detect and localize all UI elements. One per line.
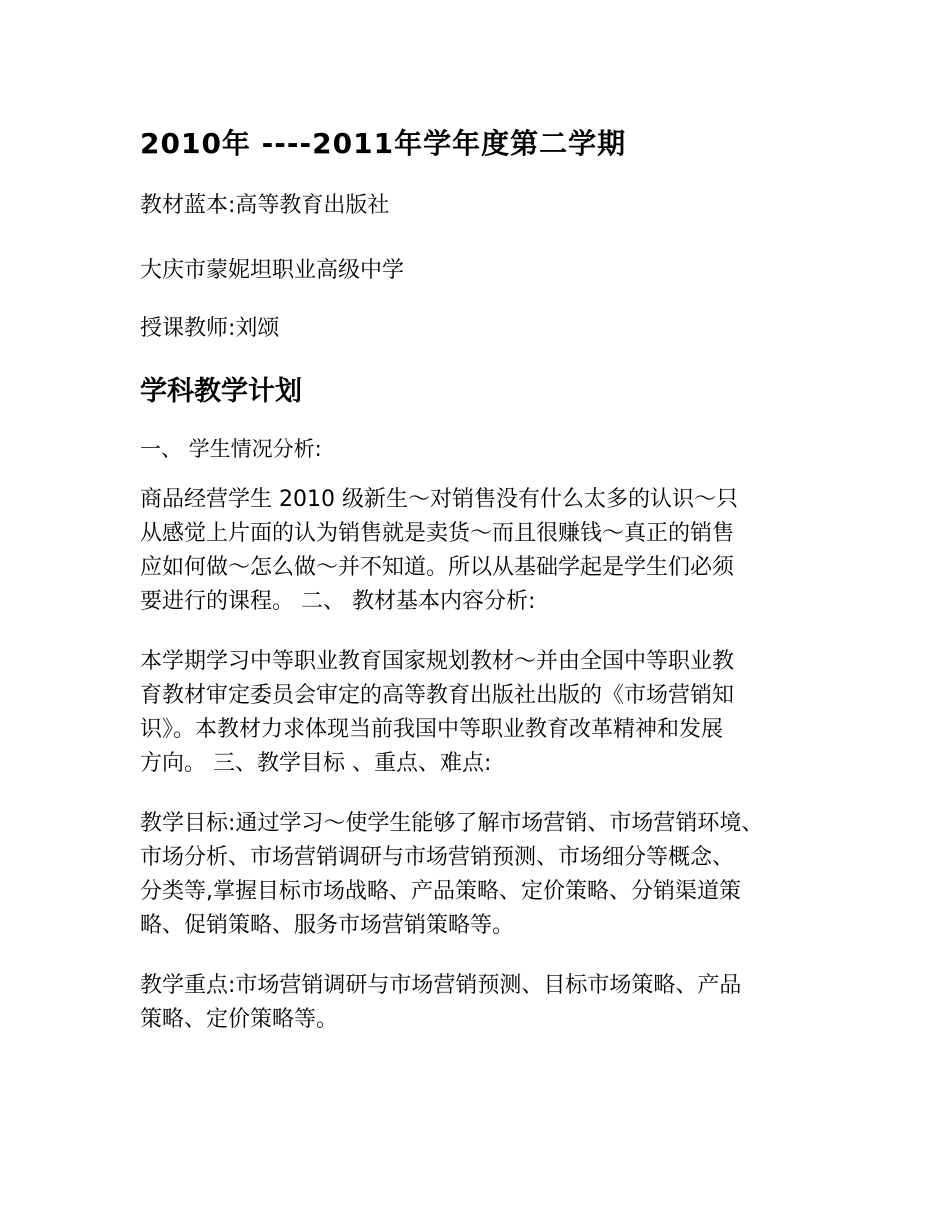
paragraph-textbook-content	[140, 645, 830, 781]
textbook-line: 教材蓝本:高等教育出版社	[140, 193, 390, 218]
paragraph-line: 分类等,掌握目标市场战略、产品策略、定价策略、分销渠道策	[140, 879, 741, 904]
paragraph-student-analysis	[140, 483, 830, 619]
paragraph-teaching-goals	[140, 807, 830, 943]
paragraph-line: 市场分析、市场营销调研与市场营销预测、市场细分等概念、	[140, 845, 735, 870]
paragraph-line: 从感觉上片面的认为销售就是卖货～而且很赚钱～真正的销售	[140, 521, 735, 546]
paragraph-line: 教学目标:通过学习～使学生能够了解市场营销、市场营销环境、	[140, 811, 764, 836]
paragraph-line: 识》。本教材力求体现当前我国中等职业教育改革精神和发展	[140, 717, 724, 742]
paragraph-line: 策略、定价策略等。	[140, 1007, 339, 1032]
paragraph-teaching-focus	[140, 969, 830, 1037]
paragraph-line: 商品经营学生 2010 级新生～对销售没有什么太多的认识～只	[140, 487, 738, 512]
paragraph-line: 育教材审定委员会审定的高等教育出版社出版的《市场营销知	[140, 683, 735, 708]
school-name: 大庆市蒙妮坦职业高级中学	[140, 258, 405, 283]
plan-heading: 学科教学计划	[140, 376, 302, 407]
paragraph-line: 要进行的课程。 二、 教材基本内容分析:	[140, 589, 536, 614]
paragraph-line: 方向。 三、教学目标 、重点、难点:	[140, 751, 492, 776]
section-student-analysis: 一、 学生情况分析:	[140, 437, 322, 461]
document-title: 2010年 ----2011年学年度第二学期	[140, 127, 627, 160]
paragraph-line: 本学期学习中等职业教育国家规划教材～并由全国中等职业教	[140, 649, 735, 674]
paragraph-line: 略、促销策略、服务市场营销策略等。	[140, 913, 515, 938]
paragraph-line: 教学重点:市场营销调研与市场营销预测、目标市场策略、产品	[140, 973, 742, 998]
paragraph-line: 应如何做～怎么做～并不知道。所以从基础学起是学生们必须	[140, 555, 735, 580]
teacher-line: 授课教师:刘颂	[140, 316, 280, 341]
